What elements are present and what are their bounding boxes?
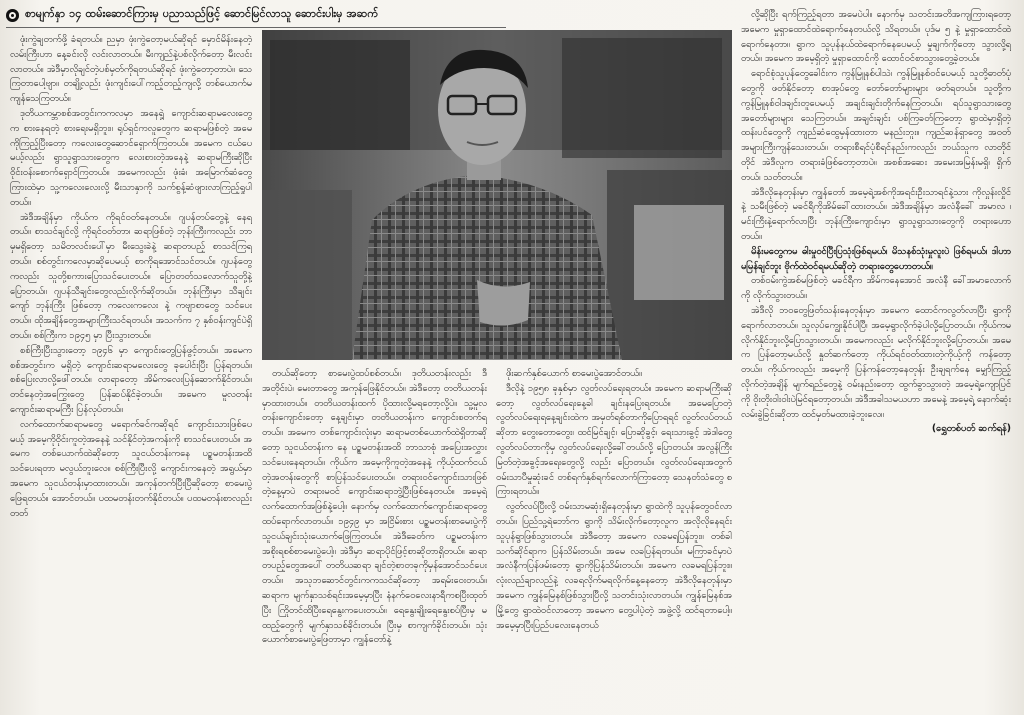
article-column-3 xyxy=(496,367,732,708)
article-column-4 xyxy=(741,8,1011,708)
article-column-2 xyxy=(262,367,487,708)
paragraph: လက်ထောက်ဆရာမတွေ မရောက်ခင်ကဆိုရင် ကျောင်းသားဖြစ်ပေမယ့် အမေ့ကိုဝိုင်းကူတဲ့အနေနဲ့ သင်နိုင်တဲ့အကန်းကို စာသင်ပေးတယ်။ အမေက တစ်ယောက်ထဲဆိုတော့ သူငယ်တန်းကနေ ပဉ္စမတန်းအထိ သင်ပေးရတာ မလွယ်ဘူးလေ။ စစ်ကြီးပြီးလို့ ကျောင်းကနေတဲ့ အရွယ်မှာ အမေက သူငယ်တန်းမှာထားတယ်။ အကုန်တက်ပြီးပြီဆိုတော့ စာမေးပွဲဖြေရတယ်။ အောင်တယ်။ ပထမတန်းတက်နိုင်တယ်။ ပထမတန်းစာလည်းတတ် xyxy=(10,418,252,519)
article-column-1 xyxy=(10,33,252,708)
paragraph: ဒုတိယကမ္ဘာစစ်အတွင်းကကလမှာ အနေရှဲ့ ကျောင်းဆရာမလေးတွေက စားနေရတဲ့ စားရေးမရှိဘူး။ ရုပ်ရှင်ကလူတွေက ဆရာမဖြစ်တဲ့ အမေကိုကြည့်ပြီးတော့ ကလေးတွေဆောင်ရှောက်ကြတယ်။ အမေက ငယ်ပေမယ့်လည်း ရွာသူရွာသားတွေက လေးစားတဲ့အနေနဲ့ ဆရာမကြီးဆိုပြီး ဝိုင်းဝန်းစောက်ရှောင်ကြတယ်။ အမေကလည်း ဖုံးခံ၊ အမြောက်ဆံတွေကြားထဲမှာ သူ့ကလေးလေးလို့ မီးသာနှာကို သက်စွန့်ဆံဖျားလာကြည့်ရှုပါတယ်။ xyxy=(10,107,252,208)
header-rule xyxy=(6,27,506,28)
paragraph: တစ်ဝမ်းကွဲအစ်မဖြစ်တဲ့ မခင်ရီက အိမ်ကနေအောင် အလံနီ ခေါ်အမာလောက် ကို လိုက်သွားတယ်။ xyxy=(741,275,1011,302)
paragraph: အဲဒီအချိန်မှာ ကိုယ်က ကိုရင်ဝတ်နေတယ်။ ဂျပန်တပ်တွေနဲ့ နေရတယ်။ စာသင်ချင်လို့ ကိုရင်ဝတ်တာ၊ ဆရာဖြစ်တဲ့ ဘုန်းကြီးကလည်း ဘာမှမရှိတော့ သမိတလင်းပေါ်မှာ မီးသွေးခဲနဲ့ ဆရာတပည့် စာသင်ကြရတယ်။ စစ်တွင်းကလေမှာဆိုပေမယ့် စာကိုရအောင်သင်တယ်။ ဂျပန်တွေကလည်း သူတို့စကားပြောသင်ပေးတယ်။ ပြောတတ်သလောက်သူတို့နဲ့ပြောတယ်။ ဂျပန်သီချင်းတွေလည်းလိုက်ဆိုတယ်။ ဘုန်းကြီးမှာ သီချင်းကျော် ဘုန်းကြီး ဖြစ်တော့ ကလေးကလေး နဲ့ ကဗျာစာတွေ သင်ပေးတယ်။ ထိုအချိန်တွေအများကြီးသင်ရတယ်။ အသက်က ၇ နှစ်ဝန်းကျင်ပဲရှိတယ်။ စစ်ကြီးက ၁၉၄၅ မှာ ပြီးသွားတယ်။ xyxy=(10,211,252,341)
paragraph: လို့ဆိုပြီး ရက်ကြည့်ရတာ အမေပဲပါ။ နောက်မှ သတင်းအတိအကျကြားရတော့ အမေက မှုရှာထောင်ထဲရောက်နေတယ်လို့ သိရတယ်။ ပုဒ်မ ၅ နဲ့ မှုရှာထောင်ထဲရောက်နေတာ။ ရွာက သူပုန်နယ်ထဲရောက်နေပေမယ့် မှုချက်ကိုတော့ သွားလို့ရတယ်။ အမေက အမေ့ရှိတဲ့ မှုရှာထောင်ကို ထောင်ဝင်စာသွားတွေ့ခဲ့တယ်။ xyxy=(741,9,1011,65)
continuation-header xyxy=(6,4,456,26)
bold-quote-paragraph: မိန်းမတွေကမ ဓါးမှုဝင်ပြီးပြသုံးဖြစ်ရမယ်၊ မိသနစ်သုံးမှုလူးပဲ ဖြစ်ရမယ်၊ ဒါဟာ မမြန်ချင်ဘူး ဗိုက်ထဲဝင်ရမယ်ဆိုတဲ့ တရားတွေဟောတယ်။ xyxy=(741,245,1011,272)
paragraph: ဖုံးကွဲချတက်ဖို့ ခံရတယ်။ ညမှာ ဖုံးကွဲတော့မယ်ဆိုရင် မှောင်မိန်းနေတဲ့ လမ်းကြီးဟာ နေ့ခင်းလို လင်းလာတယ်။ မီးကျည်နဲ့ပစ်လိုက်တော့ မီးလင်းလာတယ်။ အဲဒီမှာလိုချင်တဲ့ပစ်မှတ်ကိုရတယ်ဆိုရင် ဖုံးကွဲတော့တာပဲ။ သေကြတာပေါ့ဗျာ။ တချို့လည်း ဖုံးကျင်းပေါ်ကည့်တည့်ကျလို့ တစ်ယောက်မကျန်သေကြတယ်။ xyxy=(10,34,252,105)
paragraph: အဲဒီလို ဘဝတွေဖြတ်သန်းနေတုန်းမှာ အမေက ထောင်ကလွတ်လာပြီး ရွာကိုရောက်လာတယ်။ သူလုပ်ကျွေးနိုင်ပါပြီ၊ အမေ့ရွာလိုက်ခဲ့ပါလို့ပြောတယ်။ ကိုယ်ကမလိုက်နိုင်ဘူးလို့ပြောသွားတယ်။ အမေကလည်း မလိုက်နိုင်ဘူးလို့ပြောတယ်။ အမေက ပြန်တော့မယ်လို့ နှုတ်ဆက်တော့ ကိုယ်ရင်ဝတ်ထားတဲ့ကိုယ့်ကို ကန်တော့တယ်။ ကိုယ်ကလည်း အမေ့ကို ပြန်ကန်တော့နေတုန်း ဦးချရက်နေ မျှော်ကြည့်လိုက်တဲ့အချိန် မျက်ရည်တွေနဲ့ ဝမ်းနည်းတော့ ထွက်ခွာသွားတဲ့ အမေ့ရဲ့ကျောပြင်ကို ဝိုးတိုးဝါးဝါးပဲမြင်ရတော့တယ်။ အဲဒီအခါသမယဟာ အမေနဲ့ အမေ့ရဲ့ နောက်ဆုံးလမ်းခွဲခြင်းဆိုတာ ထင်မှတ်မထားခဲ့ဘူးလေ။ xyxy=(741,304,1011,420)
header-title: စာမျက်နှာ ၁၄ ထမ်းဆောင်ကြားမှ ပညာသည်ဖြင့် ဆောင်မြင်လာသူ ဆောင်းပါးမှ အဆက် xyxy=(25,7,379,20)
paragraph: တယ်ဆိုတော့ စာမေးပွဲထပ်စစ်တယ်။ ဒုတိယတန်းလည်း ဒီအတိုင်းပဲ၊ မေးတာတွေ အကုန်ဖြေနိုင်တယ်။ အဲဒီတော့ တတိယတန်းမှာထားတယ်။ တတိယတန်းထက် ပိုထားလို့မရတော့လို့ပဲ။ သူ့မူလတန်းကျောင်းတော့ နေ့ချင်းမှာ တတိယတန်းက ကျောင်းစတက်ရတယ်။ အမေက တစ်ကျောင်းလုံးမှာ ဆရာမတစ်ယောက်ထဲရှိတာဆိုတော့ သူငယ်တန်းက နေ ပဉ္စမတန်းအထိ ဘာသာစုံ အပြေးအလွှားသင်ပေးနေရတယ်။ ကိုယ်က အမေ့ကိုကူတဲ့အနေနဲ့ ကိုယ့်ထက်ငယ်တဲ့အတန်းတွေကို စာပြန်သင်ပေးတယ်။ တရားဝင်ကျောင်းသားဖြစ်တဲ့နေ့မှာပဲ တရားမဝင် ကျောင်းဆရာဘွဲ့ပြီးဖြစ်နေတယ်။ အမေ့ရဲ့လက်ထောက်အဖြစ်နဲ့ပေါ့။ နောက်မှ လက်ထောက်ကျောင်းဆရာတွေ ထပ်ရောက်လာတယ်။ ၁၉၄၉ မှာ အငြိမ်းစား ပဉ္စမတန်းစာမေးပွဲကို သူငယ်ချင်းသုံးယောက်ဖြေကြတယ်။ အဲဒီခေတ်က ပဉ္စမတန်းက အစိုးရစစ်စာမေးပွဲပေါ့။ အဲဒီမှာ ဆရာပိုင်ဖြင့်စာဆိုတာရှိတယ်။ ဆရာတပည့်တွေအပေါ် တတိယဆရာ ချင်တဲ့စာတခုကိုမှန်အောင်သင်ပေးတယ်။ အသုဘဆောင်တွင်းကကသင်ဆိုတော့ အရမ်းဝေးတယ်။ ဆရာက မျက်နှာသစ်ရင်းအမေ့မှာပြီး နံနက်ဝေလေးနာရီကစပြီးထုတ်ပြီး ကြိုတင်ထိပြီးရေနွေးကပေးတယ်။ ရေနွေးချိုးရေနွေးစပ်ပြီးမှ မထည့်တွေကို မျက်နှာသစ်ခိုင်းတယ်။ ပြီးမှ စာကျက်ခိုင်းတယ်။ သုံးယောက်စာမေးပွဲဖြေတာမှာ ကျွန်တော်နဲ့ xyxy=(262,368,487,646)
paragraph: ဒီလိုနဲ့ ၁၉၅၈ ခုနှစ်မှာ လွတ်လပ်ရေးရတယ်။ အမေက ဆရာမကြီးဆိုတော့ လွတ်လပ်ရေးနေ့ခါ ချင်းနပြေးရတယ်။ အမေပြောတဲ့ လွတ်လပ်ရေးရနေ့ချင်းထဲက အမှတ်ရစ်တာကိုပြောရရင် လွတ်လပ်တယ်ဆိုတာ တွေးတောတွေး၊ ထင်မြင်ချင့်၊ ပြောဆိုခွင့်၊ ရေးသားခွင့် အဲဒါတွေ လွတ်လပ်တာကိုမှ လွတ်လပ်ရေးလို့ခေါ်တယ်လို့ ပြောတယ်။ အလွန်ကြီးမြတ်တဲ့အခွင့်အရေးတွေလို့ လည်း ပြောတယ်။ လွတ်လပ်ရေးအတွက် ဝမ်းသာပီမှုဆုံးခင် တစ်ရက်နှစ်ရက်လောက်ကြာတော့ သေနတ်သံတွေ စကြားရတယ်။ xyxy=(496,382,732,498)
interview-photo xyxy=(262,30,732,360)
portrait-photo-illustration xyxy=(262,30,732,360)
paragraph: ဖိုးဆက်နှစ်ယောက် စာမေးပွဲအောင်တယ်။ xyxy=(506,368,642,379)
paragraph: စစ်ကြီးပြီးသွားတော့ ၁၉၄၆ မှာ ကျောင်းတွေပြန်ဖွင့်တယ်။ အမေက စစ်အတွင်းက မရှိတဲ့ ကျောင်းဆရာမလေးတွေ ခုပေါင်းပြီး ပြန်ရတယ်။ စစ်ပြေးလာလို့ဖေါ်တယ်။ လာရာတော့ အိမ်ကလေးပြန်ဆောက်နိုင်တယ်။ တင်နေတဲ့အကြွေးတွေ ပြန်ဆပ်နိုင်ခဲ့တယ်။ အမေက မူလတန်းကျောင်းဆရာမကြီး ပြန်လုပ်တယ်။ xyxy=(10,344,252,415)
byline: (ရွှေတစ်ပတ် ဆက်ရန်) xyxy=(931,423,1011,435)
bullet-icon xyxy=(6,9,19,22)
paragraph: အဲဒီလိုနေတုန်းမှာ ကျွန်တော် အမေ့ရဲ့အစ်ကိုအရင်းဦးသာရင်နဲ့သား ကိုလှုန်းလှိုင်နဲ့ သမီးဖြစ်တဲ့ မခင်ရီကိုအိမ်ခေါ်ထားတယ်။ အဲဒီအချိန်မှာ အလံနီခေါ် အမာလ ၊ မင်းကြီးနဲ့ရောက်လာပြီး ဘုန်းကြီးကျောင်းမှာ ရွာသူရွာသားတွေကို တရားဟောတယ်။ xyxy=(741,186,1011,242)
paragraph: လွတ်လပ်ပြီးလို့ ဝမ်းသာမဆုံးရှိနေတုန်းမှာ ရွာထဲကို သူပုန်တွေဝင်လာတယ်။ ပြည်သူ့ရဲဘော်က ရွာကို သိမ်းလိုက်တော့လူက အလိုလိုနေရင်း သူပုန်ရွာဖြစ်သွားတယ်။ အဲဒီတော့ အမေက လခမရပြန်ဘူး။ တစ်ခါ သက်ဆိုင်ရာက ပြန်သိမ်းတယ်။ အမေ လခပြန်ရတယ်။ မကြာခင်မှာပဲ အလံနီကပြန်ဖမ်းတော့ ရွာကိုပြန်သိမ်းတယ်။ အမေက လခမရပြန်ဘူး။ လုံးလည်ချာလည်နဲ့ လခရလိုက်မရလိုက်နေ့နေတော့ အဲဒီလိုနေတုန်းမှာ အမေက ကျွန်မြေနစ်ဖြစ်သွားပြီလို့ သတင်းသုံးလာတယ်။ ကျွန်မြေနစ်အမြို့တွေ ရွာထဲဝင်လာတော့ အမေက တွေ့ပါပဲ့တဲ့ အဖွဲ့လို့ ထင်ရတာပေါ့။ အမေ့မှာပြီးပြည်ပလေးနေတယ် xyxy=(496,501,732,631)
paragraph: ရောင်စုံသူပုန်တွေခေါင်းက ကွန်မြူနစ်ပါသဲ၊ ကွန်မြူနစ်ဝင်ပေမယ့် သူတို့ဓာတ်ပုံတွေကို ဖတ်နိုင်တော့ စာအုပ်တွေ တော်တော်များများ ဖတ်ရတယ်။ သူတို့က ကွန်မြူနစ်ဝါဒချင်းတူပေမယ့် အချင်းချင်းတိုက်နေကြတယ်။ ရပ်သူရွာသားတွေ အတော်များများ သေကြတယ်။ အချင်းချင်း ပစ်ကြခတ်ကြတော့ ရွာထဲမှာရှိတဲ့ ထန်းပင်တွေကို ကျည်ဆံထွေမှန်ထားတာ မနည်းဘူး။ ကျည်ဆန်ရှာတွေ အဝတ် အများကြီးကျန်သေးတယ်။ တရားစီရင်ပုံစီရင်နည်းကလည်း ဘယ်သူက လာတိုင်တိုင် အဲဒီလူက တရားခံဖြစ်တော့တာပဲ။ အစစ်အဆေး အမေးအမြန်းမရှိ၊ ရှိက်တယ်၊ သတ်တယ်။ xyxy=(741,68,1011,183)
